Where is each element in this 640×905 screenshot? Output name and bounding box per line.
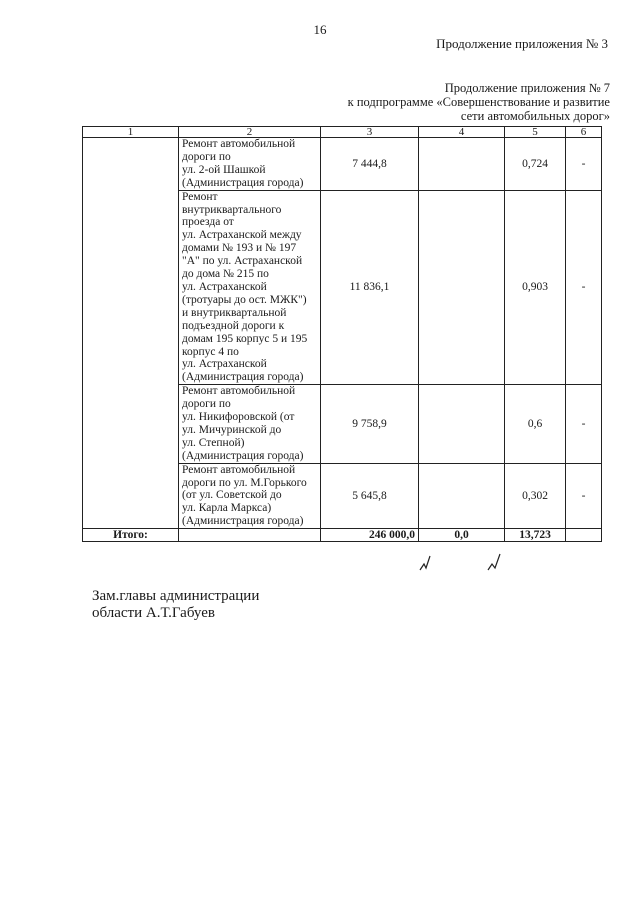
roads-table <box>82 126 602 542</box>
total-label: Итого: <box>83 529 179 542</box>
length-cell: 0,903 <box>505 190 566 385</box>
road-name-line: ул. Никифоровской (от <box>182 411 295 424</box>
road-name-line: (Администрация города) <box>182 371 304 384</box>
road-name-line: (Администрация города) <box>182 176 304 189</box>
road-name-line: проезда от <box>182 216 234 229</box>
pen-tick-mark <box>418 554 432 574</box>
road-name-line: ул. Степной) <box>182 436 245 449</box>
length-cell: 0,302 <box>505 463 566 529</box>
appendix-3-caption: Продолжение приложения № 3 <box>436 36 608 51</box>
road-name-line: Ремонт автомобильной <box>182 385 296 398</box>
amount-cell: 11 836,1 <box>321 190 419 385</box>
length-cell: 0,6 <box>505 385 566 463</box>
road-name-line: ул. Астраханской между <box>182 229 302 242</box>
road-name-line: Ремонт <box>182 190 218 203</box>
road-name-line: ул. Астраханской <box>182 358 267 371</box>
appendix-7-caption <box>348 81 610 123</box>
header-col-2: 2 <box>179 127 321 138</box>
header-row <box>83 127 602 138</box>
col6-cell: - <box>566 138 602 191</box>
road-name-line: дороги по <box>182 150 231 163</box>
signature-line-1: Зам.главы администрации <box>92 588 260 604</box>
road-name-line: домам 195 корпус 5 и 195 <box>182 332 308 345</box>
header-col-6: 6 <box>566 127 602 138</box>
road-name-line: до дома № 215 по <box>182 268 269 281</box>
pen-tick-mark <box>486 552 502 574</box>
road-name-line: (от ул. Советской до <box>182 489 282 502</box>
col4-cell <box>419 385 505 463</box>
road-name-line: корпус 4 по <box>182 345 239 358</box>
page-number: 16 <box>313 22 327 37</box>
header-col-3: 3 <box>321 127 419 138</box>
table-row <box>83 138 602 191</box>
road-name-cell <box>179 463 321 529</box>
road-name-line: дороги по <box>182 398 231 411</box>
road-name-cell <box>179 385 321 463</box>
amount-cell: 9 758,9 <box>321 385 419 463</box>
road-name-line: (тротуары до ост. МЖК") <box>182 293 307 306</box>
length-cell: 0,724 <box>505 138 566 191</box>
road-name-line: Ремонт автомобильной <box>182 138 296 150</box>
road-name-line: дороги по ул. М.Горького <box>182 476 307 489</box>
road-name-line: ул. Астраханской <box>182 280 267 293</box>
col6-cell: - <box>566 190 602 385</box>
header-col-4: 4 <box>419 127 505 138</box>
road-name-cell <box>179 190 321 385</box>
col4-cell <box>419 190 505 385</box>
total-col2 <box>179 529 321 542</box>
signature-line-2: области А.Т.Габуев <box>92 605 215 621</box>
road-name-line: ул. Мичуринской до <box>182 423 282 436</box>
appendix-7-line-2: к подпрограмме «Совершенствование и развитие <box>347 95 610 109</box>
road-name-line: "А" по ул. Астраханской <box>182 255 303 268</box>
road-name-line: (Администрация города) <box>182 449 304 462</box>
total-col4: 0,0 <box>419 529 505 542</box>
total-row <box>83 529 602 542</box>
road-name-line: (Администрация города) <box>182 515 304 528</box>
road-name-cell <box>179 138 321 191</box>
appendix-7-line-1: Продолжение приложения № 7 <box>444 81 610 95</box>
col4-cell <box>419 463 505 529</box>
amount-cell: 5 645,8 <box>321 463 419 529</box>
appendix-7-line-3: сети автомобильных дорог» <box>460 109 610 123</box>
amount-cell: 7 444,8 <box>321 138 419 191</box>
road-name-line: ул. 2-ой Шашкой <box>182 163 266 176</box>
header-col-1: 1 <box>83 127 179 138</box>
road-name-line: Ремонт автомобильной <box>182 463 296 476</box>
road-name-line: ул. Карла Маркса) <box>182 502 272 515</box>
total-col6 <box>566 529 602 542</box>
col4-cell <box>419 138 505 191</box>
header-col-5: 5 <box>505 127 566 138</box>
signature-block <box>92 588 259 622</box>
table-cell-col1 <box>83 138 179 529</box>
road-name-line: домами № 193 и № 197 <box>182 242 297 255</box>
col6-cell: - <box>566 463 602 529</box>
col6-cell: - <box>566 385 602 463</box>
road-name-line: внутриквартального <box>182 203 282 216</box>
road-name-line: подъездной дороги к <box>182 319 285 332</box>
total-length: 13,723 <box>505 529 566 542</box>
total-amount: 246 000,0 <box>321 529 419 542</box>
road-name-line: и внутриквартальной <box>182 306 287 319</box>
